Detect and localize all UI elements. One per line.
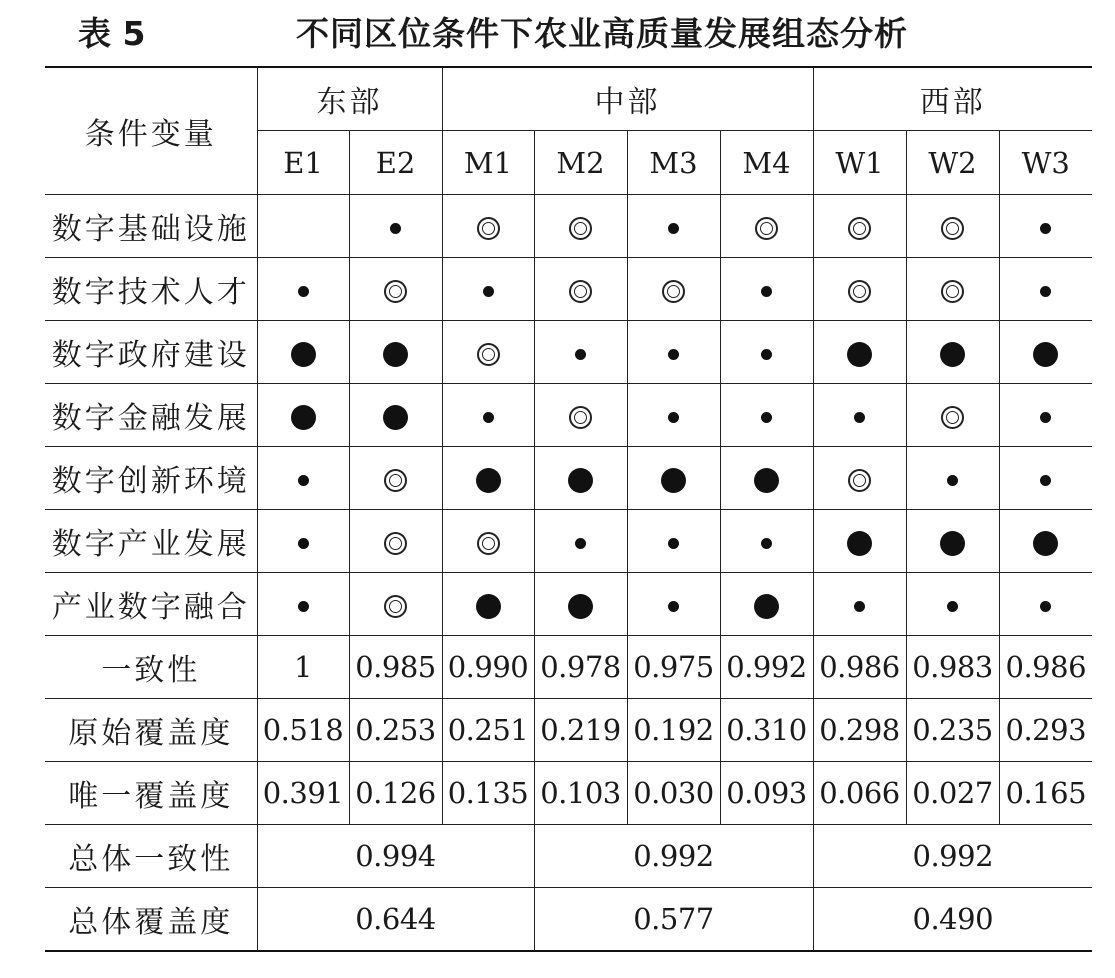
core-present-dot-icon [383, 342, 408, 367]
table-number: 表 5 [78, 14, 146, 53]
row-label: 数字产业发展 [45, 510, 257, 573]
peripheral-present-dot-icon [1040, 601, 1051, 612]
condition-cell [999, 447, 1092, 510]
core-present-dot-icon [1033, 342, 1058, 367]
peripheral-present-dot-icon [1040, 286, 1051, 297]
absent-circle-icon [941, 217, 964, 240]
metric-value: 0.298 [813, 699, 906, 762]
condition-cell [627, 258, 720, 321]
group-central: 中部 [442, 67, 813, 131]
core-present-dot-icon [754, 594, 779, 619]
condition-row [45, 321, 1092, 384]
condition-cell [627, 384, 720, 447]
metric-value: 0.126 [349, 762, 442, 825]
metric-row [45, 699, 1092, 762]
condition-cell [906, 573, 999, 636]
peripheral-present-dot-icon [854, 412, 865, 423]
metric-value: 0.066 [813, 762, 906, 825]
condition-cell [813, 258, 906, 321]
config-header: M2 [534, 131, 627, 195]
condition-cell [720, 195, 813, 258]
condition-cell [906, 321, 999, 384]
peripheral-present-dot-icon [668, 412, 679, 423]
core-present-dot-icon [476, 468, 501, 493]
row-label: 数字创新环境 [45, 447, 257, 510]
group-west: 西部 [813, 67, 1092, 131]
peripheral-present-dot-icon [668, 538, 679, 549]
peripheral-present-dot-icon [947, 601, 958, 612]
config-header: M4 [720, 131, 813, 195]
condition-row [45, 258, 1092, 321]
condition-cell [813, 384, 906, 447]
overall-value: 0.644 [257, 888, 534, 952]
condition-cell [999, 195, 1092, 258]
metric-row [45, 762, 1092, 825]
metric-value: 0.986 [813, 636, 906, 699]
condition-cell [442, 384, 534, 447]
core-present-dot-icon [476, 594, 501, 619]
row-label: 数字政府建设 [45, 321, 257, 384]
peripheral-present-dot-icon [575, 538, 586, 549]
peripheral-present-dot-icon [483, 412, 494, 423]
condition-cell [442, 447, 534, 510]
peripheral-present-dot-icon [1040, 223, 1051, 234]
metric-value: 0.975 [627, 636, 720, 699]
condition-cell [813, 510, 906, 573]
condition-cell [720, 447, 813, 510]
peripheral-present-dot-icon [947, 475, 958, 486]
peripheral-present-dot-icon [298, 601, 309, 612]
core-present-dot-icon [383, 405, 408, 430]
condition-cell [999, 384, 1092, 447]
core-present-dot-icon [291, 342, 316, 367]
metric-value: 0.165 [999, 762, 1092, 825]
condition-row [45, 447, 1092, 510]
metric-value: 0.990 [442, 636, 534, 699]
condition-cell [349, 573, 442, 636]
condition-cell [813, 573, 906, 636]
peripheral-present-dot-icon [298, 286, 309, 297]
metric-value: 0.986 [999, 636, 1092, 699]
header-group-row [45, 67, 1092, 131]
absent-circle-icon [848, 217, 871, 240]
core-present-dot-icon [568, 468, 593, 493]
metric-value: 0.391 [257, 762, 349, 825]
row-label: 一致性 [45, 636, 257, 699]
condition-cell [442, 195, 534, 258]
row-label: 数字基础设施 [45, 195, 257, 258]
condition-cell [813, 447, 906, 510]
peripheral-present-dot-icon [668, 601, 679, 612]
condition-cell [813, 195, 906, 258]
config-header: W3 [999, 131, 1092, 195]
metric-value: 0.103 [534, 762, 627, 825]
core-present-dot-icon [847, 531, 872, 556]
condition-cell [349, 195, 442, 258]
condition-cell [534, 321, 627, 384]
metric-value: 0.219 [534, 699, 627, 762]
condition-cell [257, 321, 349, 384]
condition-row [45, 510, 1092, 573]
condition-cell [720, 258, 813, 321]
peripheral-present-dot-icon [483, 286, 494, 297]
peripheral-present-dot-icon [761, 412, 772, 423]
metric-value: 0.030 [627, 762, 720, 825]
metric-value: 0.978 [534, 636, 627, 699]
metric-value: 0.192 [627, 699, 720, 762]
metric-row [45, 636, 1092, 699]
condition-cell [720, 321, 813, 384]
absent-circle-icon [384, 595, 407, 618]
metric-value: 0.518 [257, 699, 349, 762]
metric-value: 0.251 [442, 699, 534, 762]
condition-cell [257, 258, 349, 321]
condition-cell [906, 384, 999, 447]
configuration-table [45, 66, 1092, 952]
row-label: 唯一覆盖度 [45, 762, 257, 825]
metric-value: 0.985 [349, 636, 442, 699]
peripheral-present-dot-icon [668, 223, 679, 234]
condition-row [45, 573, 1092, 636]
condition-cell [906, 195, 999, 258]
overall-value: 0.994 [257, 825, 534, 888]
core-present-dot-icon [568, 594, 593, 619]
row-label: 总体覆盖度 [45, 888, 257, 952]
absent-circle-icon [569, 217, 592, 240]
condition-row [45, 195, 1092, 258]
absent-circle-icon [941, 406, 964, 429]
metric-value: 0.253 [349, 699, 442, 762]
absent-circle-icon [755, 217, 778, 240]
absent-circle-icon [384, 280, 407, 303]
overall-row [45, 888, 1092, 952]
condition-cell [534, 195, 627, 258]
row-label: 总体一致性 [45, 825, 257, 888]
absent-circle-icon [569, 280, 592, 303]
condition-cell [257, 447, 349, 510]
peripheral-present-dot-icon [761, 286, 772, 297]
condition-cell [257, 573, 349, 636]
absent-circle-icon [477, 343, 500, 366]
peripheral-present-dot-icon [390, 223, 401, 234]
metric-value: 0.293 [999, 699, 1092, 762]
core-present-dot-icon [291, 405, 316, 430]
table-caption [0, 0, 1115, 62]
condition-cell [720, 510, 813, 573]
condition-cell [999, 573, 1092, 636]
condition-cell [813, 321, 906, 384]
header-corner: 条件变量 [45, 67, 257, 195]
peripheral-present-dot-icon [761, 349, 772, 360]
overall-value: 0.490 [813, 888, 1092, 952]
condition-cell [442, 573, 534, 636]
row-label: 数字技术人才 [45, 258, 257, 321]
condition-cell [442, 258, 534, 321]
core-present-dot-icon [940, 531, 965, 556]
condition-cell [999, 321, 1092, 384]
absent-circle-icon [662, 280, 685, 303]
condition-cell [349, 384, 442, 447]
absent-circle-icon [941, 280, 964, 303]
config-header: M1 [442, 131, 534, 195]
row-label: 原始覆盖度 [45, 699, 257, 762]
condition-cell [349, 321, 442, 384]
overall-value: 0.992 [534, 825, 813, 888]
peripheral-present-dot-icon [854, 601, 865, 612]
condition-cell [906, 447, 999, 510]
core-present-dot-icon [1033, 531, 1058, 556]
condition-cell [349, 510, 442, 573]
table-title: 不同区位条件下农业高质量发展组态分析 [296, 14, 908, 53]
condition-cell [627, 573, 720, 636]
metric-value: 1 [257, 636, 349, 699]
metric-value: 0.992 [720, 636, 813, 699]
condition-cell [720, 573, 813, 636]
overall-value: 0.992 [813, 825, 1092, 888]
config-header: E2 [349, 131, 442, 195]
metric-value: 0.983 [906, 636, 999, 699]
absent-circle-icon [477, 217, 500, 240]
peripheral-present-dot-icon [1040, 412, 1051, 423]
condition-cell [257, 510, 349, 573]
absent-circle-icon [477, 532, 500, 555]
peripheral-present-dot-icon [761, 538, 772, 549]
condition-cell [534, 384, 627, 447]
condition-cell [534, 447, 627, 510]
config-header: W2 [906, 131, 999, 195]
config-header: W1 [813, 131, 906, 195]
absent-circle-icon [848, 469, 871, 492]
core-present-dot-icon [940, 342, 965, 367]
condition-cell [627, 510, 720, 573]
metric-value: 0.027 [906, 762, 999, 825]
peripheral-present-dot-icon [1040, 475, 1051, 486]
core-present-dot-icon [754, 468, 779, 493]
condition-row [45, 384, 1092, 447]
peripheral-present-dot-icon [298, 538, 309, 549]
condition-cell [534, 510, 627, 573]
condition-cell [906, 510, 999, 573]
condition-cell [534, 258, 627, 321]
condition-cell [627, 447, 720, 510]
condition-cell [534, 573, 627, 636]
condition-cell [999, 258, 1092, 321]
absent-circle-icon [384, 469, 407, 492]
overall-row [45, 825, 1092, 888]
metric-value: 0.135 [442, 762, 534, 825]
absent-circle-icon [384, 532, 407, 555]
condition-cell [906, 258, 999, 321]
condition-cell [442, 510, 534, 573]
condition-cell [999, 510, 1092, 573]
overall-value: 0.577 [534, 888, 813, 952]
core-present-dot-icon [847, 342, 872, 367]
core-present-dot-icon [661, 468, 686, 493]
row-label: 产业数字融合 [45, 573, 257, 636]
condition-cell [627, 195, 720, 258]
peripheral-present-dot-icon [298, 475, 309, 486]
condition-cell [257, 195, 349, 258]
condition-cell [720, 384, 813, 447]
condition-cell [627, 321, 720, 384]
condition-cell [257, 384, 349, 447]
row-label: 数字金融发展 [45, 384, 257, 447]
config-header: M3 [627, 131, 720, 195]
config-header: E1 [257, 131, 349, 195]
condition-cell [349, 447, 442, 510]
group-east: 东部 [257, 67, 442, 131]
absent-circle-icon [569, 406, 592, 429]
condition-cell [442, 321, 534, 384]
metric-value: 0.310 [720, 699, 813, 762]
peripheral-present-dot-icon [668, 349, 679, 360]
absent-circle-icon [848, 280, 871, 303]
peripheral-present-dot-icon [575, 349, 586, 360]
condition-cell [349, 258, 442, 321]
metric-value: 0.235 [906, 699, 999, 762]
metric-value: 0.093 [720, 762, 813, 825]
